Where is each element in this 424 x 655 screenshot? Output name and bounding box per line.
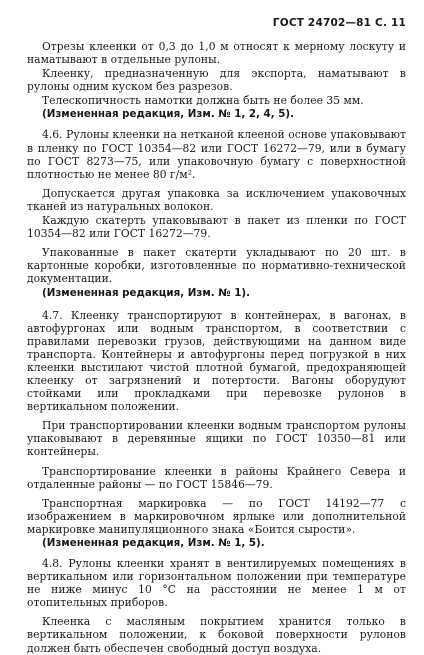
paragraph: Транспортная маркировка — по ГОСТ 14192—77 с изображением в маркировочном ярлыке или дополнительной маркировке манипуляционного знака «Боится сырости». <box>27 496 406 536</box>
paragraph: Упакованные в пакет скатерти укладывают по 20 шт. в картонные коробки, изготовленные по нормативно-технической документации. <box>27 246 406 286</box>
paragraph: Транспортирование клеенки в районы Крайнего Севера и отдаленные районы — по ГОСТ 15846—79. <box>27 464 406 491</box>
paragraph: Допускается другая упаковка за исключением упаковочных тканей из натуральных волокон. <box>27 186 406 213</box>
paragraph: Отрезы клеенки от 0,3 до 1,0 м относят к мерному лоскуту и наматывают в отдельные рулоны. <box>27 40 406 67</box>
paragraph: Клеенка с масляным покрытием хранится только в вертикальном положении, к боковой поверхности рулонов должен быть обеспечен свободный доступ воздуха. <box>27 615 406 655</box>
paragraph: При транспортировании клеенки водным транспортом рулоны упаковывают в деревянные ящики по ГОСТ 10350—81 или контейнеры. <box>27 419 406 459</box>
paragraph: Клеенку, предназначенную для экспорта, наматывают в рулоны одним куском без разрезов. <box>27 67 406 94</box>
paragraph: 4.8. Рулоны клеенки хранят в вентилируемых помещениях в вертикальном или горизонтальном положении при температуре не ниже минус 10 °С на расстоянии не менее 1 м от отопительных приборов. <box>27 557 406 610</box>
document-body <box>27 40 406 655</box>
paragraph: Каждую скатерть упаковывают в пакет из пленки по ГОСТ 10354—82 или ГОСТ 16272—79. <box>27 214 406 241</box>
page-header: ГОСТ 24702—81 С. 11 <box>272 17 406 29</box>
revision-note: (Измененная редакция, Изм. № 1, 5). <box>42 537 265 549</box>
paragraph: Телескопичность намотки должна быть не более 35 мм. <box>42 94 364 108</box>
revision-note: (Измененная редакция, Изм. № 1). <box>42 286 251 299</box>
revision-note: (Измененная редакция, Изм. № 1, 2, 4, 5). <box>42 108 294 121</box>
paragraph: 4.6. Рулоны клеенки на нетканой клееной основе упаковывают в пленку по ГОСТ 10354—82 или ГОСТ 16272—79, или в бумагу по ГОСТ 8273—75, или упаковочную бумагу с поверхностной плотностью не менее 80 г/м². <box>27 128 406 181</box>
paragraph: 4.7. Клеенку транспортируют в контейнерах, в вагонах, в автофургонах или водным транспортом, в соответствии с правилами перевозки грузов, действующими на данном виде транспорта. Контейнеры и автофургоны перед погрузкой в них клеенки выстилают чистой плотной бумагой, предохраняющей клеенку от загрязнений и потертости. Вагоны оборудуют стойками или прокладками при перевозке рулонов в вертикальном положении. <box>27 308 406 414</box>
